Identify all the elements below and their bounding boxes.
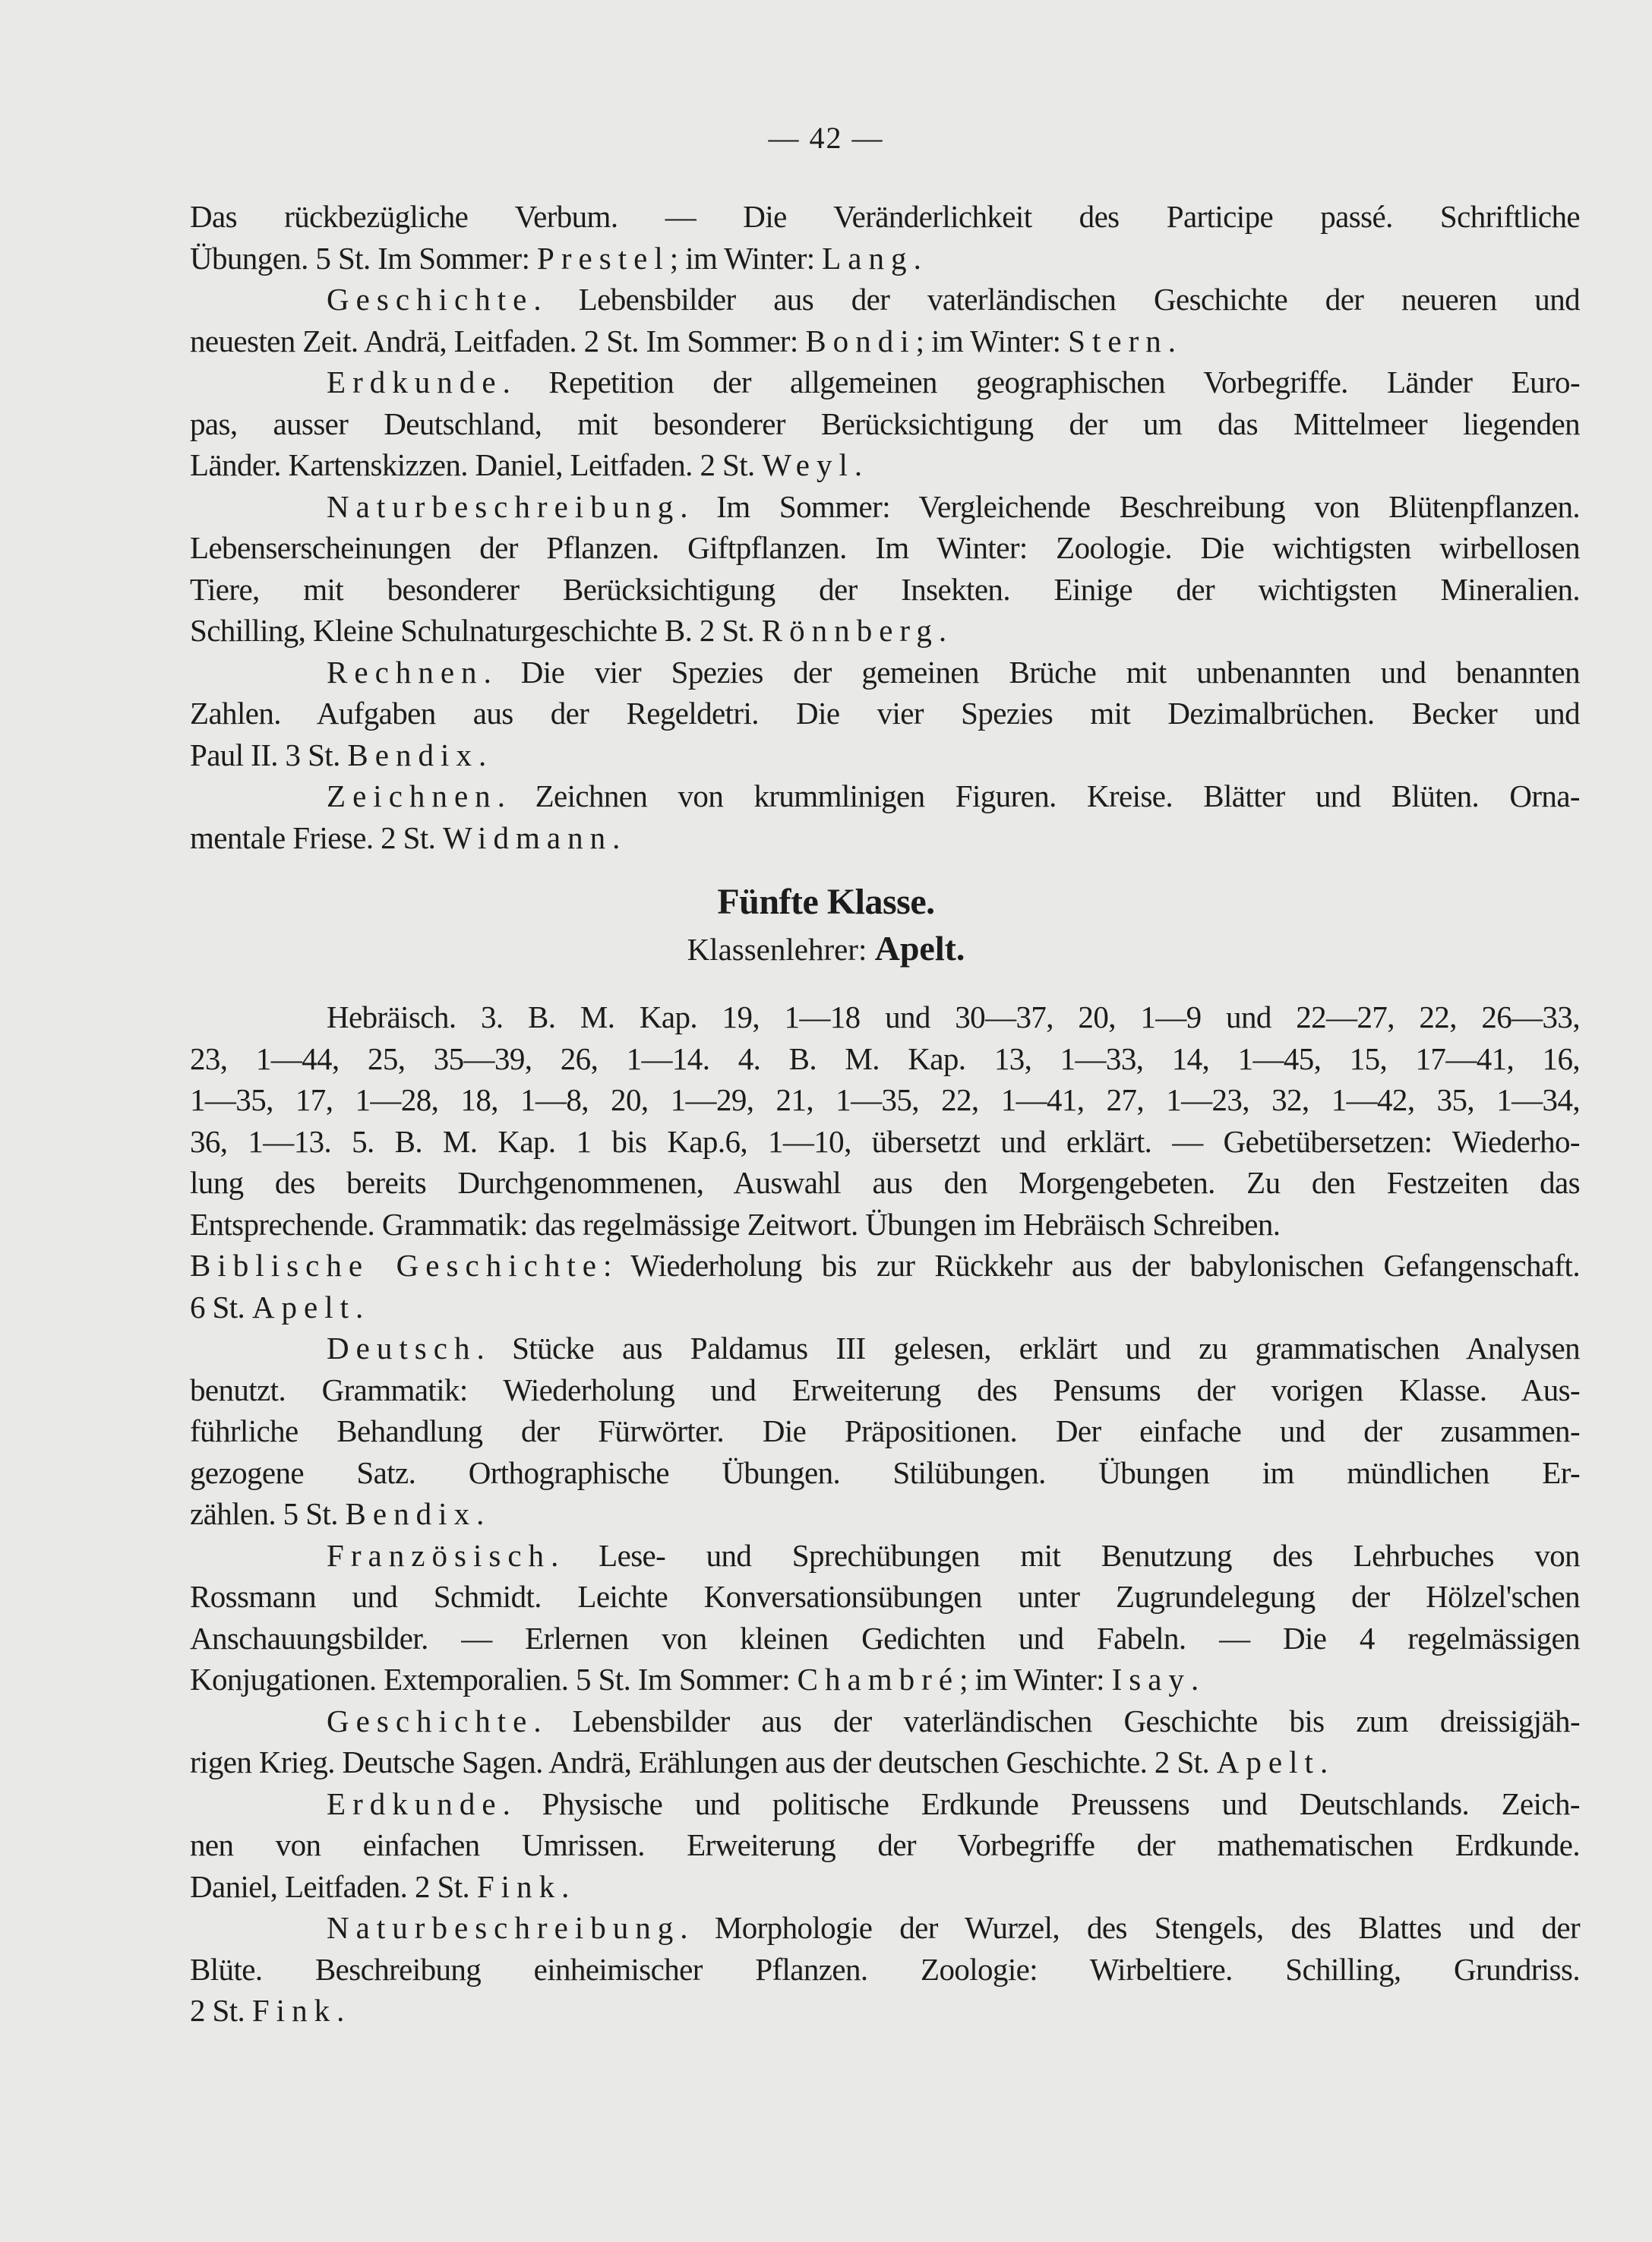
text-line bbox=[190, 817, 1580, 859]
text-segment: pas, ausser Deutschland, mit besonderer Berücksichtigung der um das Mittelmeer liegenden bbox=[190, 406, 1580, 441]
text-segment: . Lebensbilder aus der vaterländischen Geschichte der neueren und bbox=[533, 282, 1580, 317]
spaced-term: Chambré bbox=[797, 1662, 960, 1697]
text-segment: Hebräisch bbox=[327, 999, 449, 1034]
subject-paragraph bbox=[190, 775, 1580, 858]
text-line bbox=[190, 1038, 1580, 1080]
text-segment: zählen. 5 St. bbox=[190, 1496, 346, 1531]
text-segment: Schilling, Kleine Schulnaturgeschichte B. 2 St. bbox=[190, 613, 762, 648]
text-line bbox=[190, 527, 1580, 569]
text-segment: führliche Behandlung der Fürwörter. Die Präpositionen. Der einfache und der zusammen- bbox=[190, 1413, 1580, 1448]
text-segment: . bbox=[476, 1496, 484, 1531]
text-line bbox=[190, 1659, 1580, 1700]
text-line bbox=[190, 1287, 1580, 1328]
text-line bbox=[190, 1949, 1580, 1991]
spaced-term: Stern bbox=[1068, 323, 1168, 358]
text-line bbox=[190, 321, 1580, 362]
text-segment: . bbox=[1190, 1662, 1199, 1697]
spaced-term: Apelt bbox=[251, 1289, 356, 1325]
text-line bbox=[190, 1452, 1580, 1494]
subject-paragraph bbox=[190, 196, 1580, 279]
class-teacher-line bbox=[0, 928, 1652, 968]
text-segment: Paul II. 3 St. bbox=[190, 737, 348, 772]
text-segment: . 3. B. M. Kap. 19, 1—18 und 30—37, 20, 1—9 und 22—27, 22, 26—33, bbox=[448, 999, 1580, 1034]
text-line bbox=[190, 1618, 1580, 1659]
text-segment: rigen Krieg. Deutsche Sagen. Andrä, Erählungen aus der deutschen Geschichte. 2 St. bbox=[190, 1745, 1217, 1779]
spaced-term: Fink bbox=[476, 1868, 562, 1904]
text-segment: mentale Friese. 2 St. bbox=[190, 819, 443, 855]
text-line bbox=[190, 1576, 1580, 1618]
text-segment: . bbox=[561, 1868, 569, 1904]
text-segment: 2 St. bbox=[190, 1993, 252, 2028]
text-line bbox=[190, 775, 1580, 817]
section-heading: Fünfte Klasse. bbox=[717, 882, 935, 922]
text-segment: Daniel, Leitfaden. 2 St. bbox=[190, 1868, 477, 1904]
spaced-term: Geschichte bbox=[327, 282, 534, 317]
text-segment: lung des bereits Durchgenommenen, Auswahl aus den Morgengebeten. Zu den Festzeiten das bbox=[190, 1165, 1580, 1200]
text-segment: benutzt. Grammatik: Wiederholung und Erweiterung des Pensums der vorigen Klasse. Aus- bbox=[190, 1372, 1580, 1407]
text-segment: . Zeichnen von krummlinigen Figuren. Kreise. Blätter und Blüten. Orna- bbox=[497, 778, 1580, 813]
text-line bbox=[190, 734, 1580, 776]
spaced-term: Naturbeschreibung bbox=[327, 488, 681, 524]
spaced-term: Widmann bbox=[442, 819, 613, 855]
subject-paragraph bbox=[190, 996, 1580, 1245]
spaced-term: Biblische Geschichte bbox=[190, 1248, 604, 1283]
text-segment: Zahlen. Aufgaben aus der Regeldetri. Die vier Spezies mit Dezimalbrüchen. Becker und bbox=[190, 696, 1580, 731]
text-segment: Übungen. 5 St. Im Sommer: bbox=[190, 240, 538, 276]
subject-paragraph bbox=[190, 1245, 1580, 1328]
text-segment: . Physische und politische Erdkunde Preussens und Deutschlands. Zeich- bbox=[502, 1786, 1580, 1821]
text-segment: 6 St. bbox=[190, 1289, 252, 1325]
spaced-term: Naturbeschreibung bbox=[327, 1910, 681, 1945]
spaced-term: Bondi bbox=[805, 323, 916, 358]
text-segment: . bbox=[1319, 1745, 1328, 1779]
text-line bbox=[190, 996, 1580, 1038]
text-line bbox=[190, 1121, 1580, 1163]
spaced-term: Prestel bbox=[537, 240, 670, 276]
previous-class-curriculum bbox=[190, 196, 1580, 858]
text-line bbox=[190, 1907, 1580, 1949]
subject-paragraph bbox=[190, 1700, 1580, 1783]
text-line bbox=[190, 238, 1580, 279]
spaced-term: Erdkunde bbox=[327, 365, 503, 399]
text-segment: Lebenserscheinungen der Pflanzen. Giftpflanzen. Im Winter: Zoologie. Die wichtigsten wirbellosen bbox=[190, 530, 1580, 565]
page-number: — 42 — bbox=[768, 121, 884, 155]
text-segment: . bbox=[336, 1993, 344, 2028]
subject-paragraph bbox=[190, 1907, 1580, 2032]
text-line bbox=[190, 1204, 1580, 1246]
text-segment: Anschauungsbilder. — Erlernen von kleinen Gedichten und Fabeln. — Die 4 regelmässigen bbox=[190, 1620, 1580, 1656]
text-line bbox=[190, 1990, 1580, 2032]
text-segment: Das rückbezügliche Verbum. — Die Veränderlichkeit des Participe passé. Schriftliche bbox=[190, 199, 1580, 234]
text-line bbox=[190, 486, 1580, 528]
text-segment: . Lese- und Sprechübungen mit Benutzung des Lehrbuches von bbox=[551, 1537, 1580, 1573]
text-segment: . bbox=[478, 737, 486, 772]
text-segment: ; im Winter: bbox=[915, 323, 1069, 358]
text-line bbox=[190, 1328, 1580, 1369]
text-segment: . Lebensbilder aus der vaterländischen Geschichte bis zum dreissigjäh- bbox=[533, 1703, 1580, 1738]
spaced-term: Bendix bbox=[345, 1496, 477, 1531]
text-line bbox=[190, 1162, 1580, 1204]
text-segment: . Im Sommer: Vergleichende Beschreibung von Blütenpflanzen. bbox=[680, 488, 1580, 524]
text-segment: . Stücke aus Paldamus III gelesen, erklärt und zu grammatischen Analysen bbox=[476, 1331, 1580, 1366]
text-segment: Entsprechende. Grammatik: das regelmässige Zeitwort. Übungen im Hebräisch Schreiben. bbox=[190, 1206, 1281, 1242]
spaced-term: Geschichte bbox=[327, 1703, 534, 1738]
text-line bbox=[190, 1866, 1580, 1908]
text-line bbox=[190, 1741, 1580, 1783]
spaced-term: Fink bbox=[251, 1993, 337, 2028]
text-segment: 1—35, 17, 1—28, 18, 1—8, 20, 1—29, 21, 1—35, 22, 1—41, 27, 1—23, 32, 1—42, 35, 1—34, bbox=[190, 1082, 1580, 1117]
text-segment: Tiere, mit besonderer Berücksichtigung der Insekten. Einige der wichtigsten Mineralien. bbox=[190, 571, 1580, 607]
text-line bbox=[190, 1824, 1580, 1866]
text-line bbox=[190, 652, 1580, 693]
spaced-term: Rönnberg bbox=[761, 613, 939, 648]
text-segment: . bbox=[612, 819, 620, 855]
text-line bbox=[190, 1535, 1580, 1577]
spaced-term: Französisch bbox=[327, 1537, 551, 1573]
text-line bbox=[190, 1079, 1580, 1121]
text-segment: . bbox=[938, 613, 946, 648]
spaced-term: Rechnen bbox=[327, 654, 484, 690]
text-line bbox=[190, 196, 1580, 238]
text-segment: . Morphologie der Wurzel, des Stengels, des Blattes und der bbox=[680, 1910, 1580, 1945]
text-segment: Länder. Kartenskizzen. Daniel, Leitfaden. 2 St. bbox=[190, 447, 763, 482]
text-segment: Rossmann und Schmidt. Leichte Konversationsübungen unter Zugrundelegung der Hölzel'schen bbox=[190, 1579, 1580, 1614]
text-segment: ; im Winter: bbox=[959, 1662, 1112, 1697]
text-segment: . Repetition der allgemeinen geographischen Vorbegriffe. Länder Euro- bbox=[502, 365, 1580, 399]
subject-paragraph bbox=[190, 1783, 1580, 1908]
spaced-term: Weyl bbox=[762, 447, 854, 482]
text-line bbox=[190, 403, 1580, 445]
spaced-term: Lang bbox=[822, 240, 914, 276]
class-teacher-name: Apelt. bbox=[874, 929, 965, 968]
text-segment: . Die vier Spezies der gemeinen Brüche mit unbenannten und benannten bbox=[483, 654, 1580, 690]
text-segment: . bbox=[1167, 323, 1176, 358]
text-segment: nen von einfachen Umrissen. Erweiterung der Vorbegriffe der mathematischen Erdkunde. bbox=[190, 1827, 1580, 1862]
text-line bbox=[190, 444, 1580, 486]
text-line bbox=[190, 1369, 1580, 1411]
subject-paragraph bbox=[190, 652, 1580, 776]
subject-paragraph bbox=[190, 362, 1580, 486]
spaced-term: Zeichnen bbox=[327, 778, 497, 813]
text-segment: Blüte. Beschreibung einheimischer Pflanzen. Zoologie: Wirbeltiere. Schilling, Grundriss. bbox=[190, 1951, 1580, 1987]
text-line bbox=[190, 279, 1580, 321]
subject-paragraph bbox=[190, 1535, 1580, 1700]
text-segment: . bbox=[854, 447, 862, 482]
text-line bbox=[190, 569, 1580, 611]
class-teacher-label: Klassenlehrer: bbox=[687, 932, 875, 967]
text-segment: ; im Winter: bbox=[669, 240, 823, 276]
text-line bbox=[190, 362, 1580, 403]
text-segment: . bbox=[913, 240, 921, 276]
text-line bbox=[190, 1493, 1580, 1535]
spaced-term: Deutsch bbox=[327, 1331, 477, 1366]
subject-paragraph bbox=[190, 279, 1580, 362]
text-segment: 23, 1—44, 25, 35—39, 26, 1—14. 4. B. M. Kap. 13, 1—33, 14, 1—45, 15, 17—41, 16, bbox=[190, 1040, 1580, 1076]
spaced-term: Apelt bbox=[1216, 1745, 1320, 1779]
text-segment: gezogene Satz. Orthographische Übungen. Stilübungen. Übungen im mündlichen Er- bbox=[190, 1454, 1580, 1490]
text-segment: neuesten Zeit. Andrä, Leitfaden. 2 St. Im Sommer: bbox=[190, 323, 806, 358]
spaced-term: Isay bbox=[1111, 1662, 1191, 1697]
subject-paragraph bbox=[190, 486, 1580, 652]
spaced-term: Erdkunde bbox=[327, 1786, 503, 1821]
text-line bbox=[190, 1783, 1580, 1825]
text-line bbox=[190, 1700, 1580, 1742]
fifth-class-curriculum bbox=[190, 996, 1580, 2032]
text-line bbox=[190, 610, 1580, 652]
spaced-term: Bendix bbox=[347, 737, 479, 772]
text-segment: Konjugationen. Extemporalien. 5 St. Im Sommer: bbox=[190, 1662, 798, 1697]
text-line bbox=[190, 1410, 1580, 1452]
text-line bbox=[190, 1245, 1580, 1287]
text-segment: . bbox=[355, 1289, 363, 1325]
subject-paragraph bbox=[190, 1328, 1580, 1535]
text-segment: 36, 1—13. 5. B. M. Kap. 1 bis Kap.6, 1—10, übersetzt und erklärt. — Gebetübersetzen: Wiederho- bbox=[190, 1123, 1580, 1159]
text-segment: : Wiederholung bis zur Rückkehr aus der babylonischen Gefangenschaft. bbox=[603, 1248, 1580, 1283]
text-line bbox=[190, 693, 1580, 734]
